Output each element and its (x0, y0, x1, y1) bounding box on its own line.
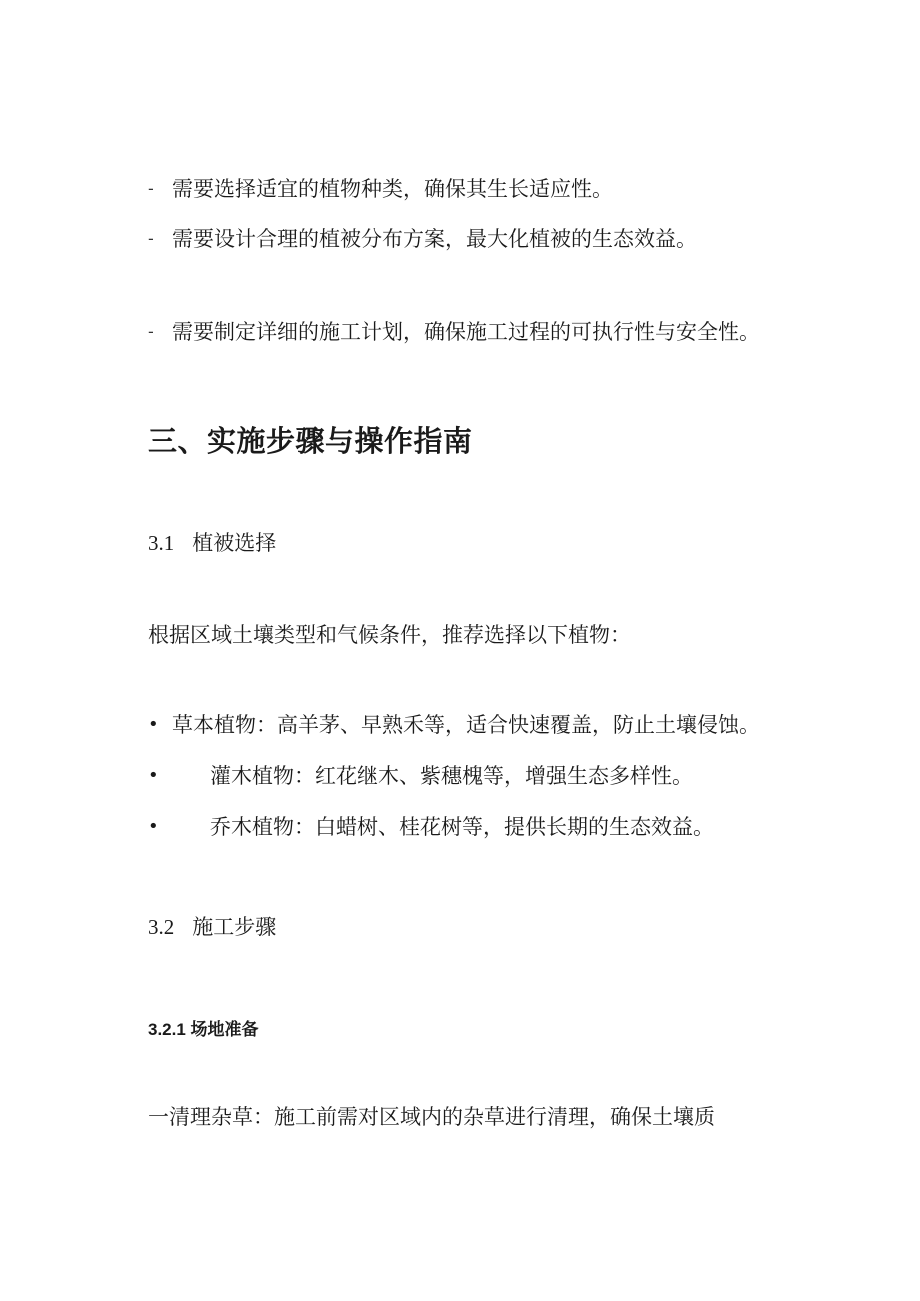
subsection-title: 施工步骤 (192, 915, 277, 939)
dash-marker: - (148, 179, 154, 198)
list-item (148, 225, 697, 253)
list-item (148, 318, 760, 346)
list-item-text: 需要制定详细的施工计划，确保施工过程的可执行性与安全性。 (172, 320, 760, 344)
bullet-text: 乔木植物：白蜡树、桂花树等，提供长期的生态效益。 (210, 815, 714, 839)
bullet-text: 灌木植物：红花继木、紫穗槐等，增强生态多样性。 (210, 764, 693, 788)
subsection-number: 3.2 (148, 915, 175, 939)
bullet-marker: • (148, 714, 159, 735)
subsection-title: 植被选择 (192, 531, 277, 555)
subsubsection-title: 场地准备 (190, 1020, 259, 1040)
subsubsection-heading-3-2-1 (148, 1017, 259, 1043)
paragraph: 一清理杂草：施工前需对区域内的杂草进行清理，确保土壤质 (148, 1105, 715, 1129)
bullet-item (148, 813, 788, 841)
bullet-item (148, 762, 788, 790)
section-heading: 三、实施步骤与操作指南 (148, 424, 473, 458)
dash-marker: - (148, 322, 154, 341)
list-item (148, 175, 613, 203)
bullet-marker: • (148, 816, 159, 837)
bullet-marker: • (148, 765, 159, 786)
bullet-item (148, 711, 788, 739)
subsubsection-number: 3.2.1 (148, 1020, 186, 1039)
list-item-text: 需要选择适宜的植物种类，确保其生长适应性。 (172, 177, 613, 201)
dash-marker: - (148, 229, 154, 248)
subsection-heading-3-1 (148, 529, 276, 557)
bullet-text: 草本植物：高羊茅、早熟禾等，适合快速覆盖，防止土壤侵蚀。 (172, 713, 760, 737)
list-item-text: 需要设计合理的植被分布方案，最大化植被的生态效益。 (172, 227, 697, 251)
subsection-heading-3-2 (148, 913, 276, 941)
paragraph: 根据区域土壤类型和气候条件，推荐选择以下植物： (148, 623, 631, 647)
subsection-number: 3.1 (148, 531, 175, 555)
